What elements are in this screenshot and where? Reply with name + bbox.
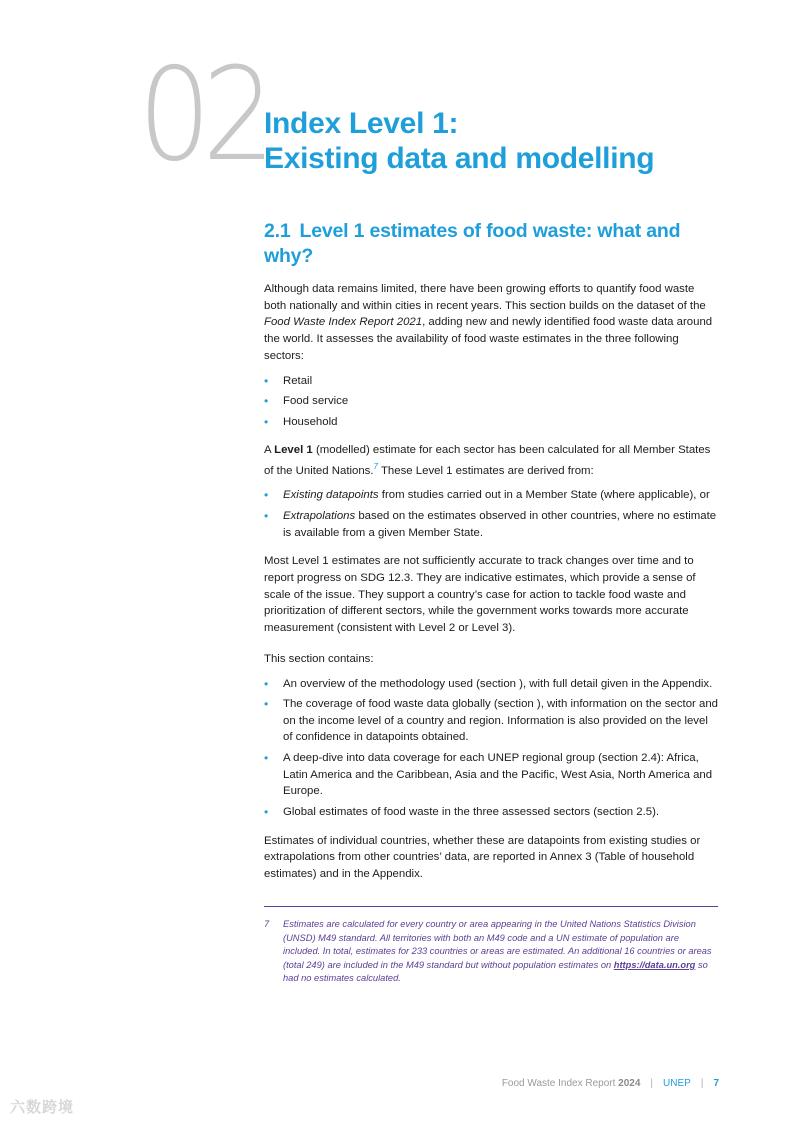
list-item — [264, 696, 718, 746]
footer-separator: | — [650, 1078, 654, 1089]
level1-text-2: (modelled) estimate for each sector has been calculated for all Member States of the United Nations. — [264, 444, 711, 477]
list-item-text: Global estimates of food waste in the three assessed sectors (section 2.5). — [283, 805, 660, 818]
bullet-icon: • — [264, 508, 269, 523]
bullet-icon: • — [264, 414, 269, 429]
intro-paragraph — [264, 281, 718, 365]
list-item — [264, 487, 718, 504]
list-item — [264, 508, 718, 541]
footnote-text-after: so had no estimates calculated. — [283, 959, 708, 984]
report-title-reference: Food Waste Index Report 2021 — [264, 316, 423, 329]
contains-intro: This section contains: — [264, 652, 374, 665]
list-item-text: An overview of the methodology used (section ), with full detail given in the Appendix. — [283, 677, 713, 690]
list-item-italic: Existing datapoints — [283, 489, 379, 502]
bullet-icon: • — [264, 697, 269, 712]
list-item-text: Household — [283, 415, 338, 428]
closing-paragraph: Estimates of individual countries, whether these are datapoints from existing studies or extrapolations from other countries’ data, are reported in Annex 3 (Table of household estimates) and in the Appendix. — [264, 834, 701, 880]
list-item-text: Food service — [283, 395, 349, 408]
un-data-link[interactable]: https://data.un.org — [613, 959, 696, 970]
footnote-divider — [264, 906, 718, 907]
intro-text-2: , adding new and newly identified food waste data around the world. It assesses the availability of food waste estimates in the three following sectors: — [264, 316, 713, 362]
footnote — [264, 918, 716, 986]
chapter-title-line1: Index Level 1: — [264, 107, 459, 140]
list-item-text: The coverage of food waste data globally (section ), with information on the sector and on the income level of a country and region. Information is also provided on the level of confidence in datapoints obtained. — [283, 698, 718, 744]
chapter-number: 02 — [138, 41, 267, 190]
list-item — [264, 393, 718, 410]
intro-text-1: Although data remains limited, there have been growing efforts to quantify food waste both nationally and within cities in recent years. This section builds on the dataset of the — [264, 283, 706, 312]
footer-separator: | — [700, 1078, 704, 1089]
bullet-icon: • — [264, 394, 269, 409]
level1-text-1: A — [264, 444, 275, 457]
list-item-italic: Extrapolations — [283, 509, 356, 522]
footnote-number: 7 — [264, 919, 270, 929]
level1-paragraph — [264, 442, 718, 479]
derived-from-list — [264, 487, 718, 541]
list-item — [264, 676, 718, 693]
watermark: 六数跨境 — [10, 1099, 75, 1116]
section-title: Level 1 estimates of food waste: what and why? — [264, 220, 681, 267]
list-item-text: A deep-dive into data coverage for each UNEP regional group (section 2.4): Africa, Latin America and the Caribbean, Asia and the Pacific, West Asia, North America and Europe. — [283, 751, 713, 798]
bullet-icon: • — [264, 676, 269, 691]
bullet-icon: • — [264, 373, 269, 388]
level1-text-3: These Level 1 estimates are derived from: — [378, 464, 594, 477]
footnote-reference[interactable]: 7 — [373, 461, 378, 471]
bullet-icon: • — [264, 804, 269, 819]
chapter-title — [264, 106, 654, 176]
section-heading — [264, 219, 718, 269]
footnote-text — [264, 918, 716, 986]
sectors-list — [264, 373, 718, 431]
footnote-text-before: Estimates are calculated for every country or area appearing in the United Nations Statistics Division (UNSD) M49 standard. All territories with both an M49 code and a UN estimate of population are included. In total, estimates for 233 countries or areas are estimated. An additional 16 countries or areas (total 249) are included in the M49 standard but without population estimates on — [283, 919, 712, 970]
list-item-text: based on the estimates observed in other countries, where no estimate is available from a given Member State. — [283, 509, 717, 539]
main-content — [264, 219, 718, 891]
list-item-text: Retail — [283, 374, 313, 387]
page-number: 7 — [713, 1078, 719, 1089]
level1-bold: Level 1 — [274, 444, 313, 457]
accuracy-paragraph: Most Level 1 estimates are not sufficiently accurate to track changes over time and to report progress on SDG 12.3. They are indicative estimates, which provide a sense of scale of the issue. They support a country’s case for action to tackle food waste and prioritization of different sectors, while the government works towards more accurate measurement (consistent with Level 2 or Level 3). — [264, 555, 696, 635]
list-item — [264, 373, 718, 390]
section-number: 2.1 — [264, 220, 291, 242]
bullet-icon: • — [264, 750, 269, 765]
chapter-title-line2: Existing data and modelling — [264, 142, 655, 175]
list-item — [264, 750, 718, 800]
footer-report-name: Food Waste Index Report — [501, 1078, 619, 1089]
bullet-icon: • — [264, 488, 269, 503]
page-footer — [502, 1078, 719, 1089]
footer-org: UNEP — [663, 1078, 691, 1089]
footer-year: 2024 — [618, 1078, 641, 1089]
list-item — [264, 804, 718, 821]
list-item — [264, 414, 718, 431]
contents-list — [264, 676, 718, 821]
list-item-text: from studies carried out in a Member State (where applicable), or — [378, 489, 710, 502]
